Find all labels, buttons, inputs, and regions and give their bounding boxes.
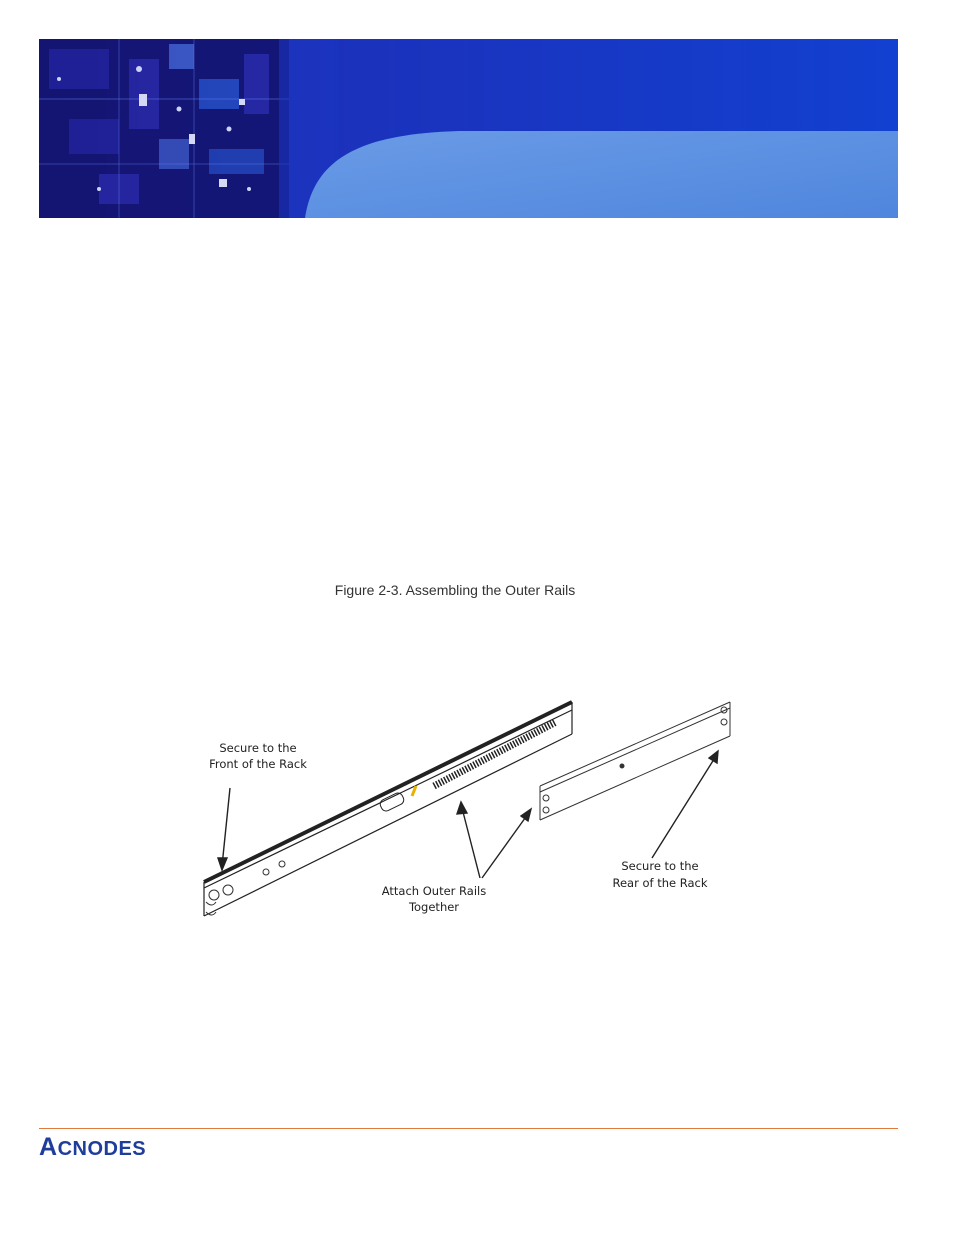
circuit-texture bbox=[39, 39, 289, 218]
logo-text bbox=[39, 1135, 146, 1160]
header-banner bbox=[39, 39, 898, 218]
callout-attach-line2: Together bbox=[408, 900, 460, 914]
rails-illustration bbox=[190, 690, 750, 940]
logo-rest: CNODES bbox=[57, 1138, 147, 1160]
callout-front-line2: Front of the Rack bbox=[209, 757, 307, 771]
rail-slots bbox=[379, 722, 556, 813]
callout-front-line1: Secure to the bbox=[219, 741, 297, 755]
outer-rails-diagram bbox=[190, 690, 750, 940]
banner-wave bbox=[305, 131, 898, 218]
rail-screw-holes bbox=[206, 861, 285, 915]
callout-attach-line1: Attach Outer Rails bbox=[381, 884, 487, 898]
logo-initial: A bbox=[39, 1133, 58, 1161]
circuit-board-banner-image bbox=[39, 39, 898, 218]
footer-rule bbox=[39, 1128, 898, 1129]
acnodes-logo bbox=[39, 1133, 147, 1161]
figure-caption: Figure 2-3. Assembling the Outer Rails bbox=[334, 582, 576, 598]
rear-outer-rail bbox=[540, 702, 730, 820]
callout-rear-line1: Secure to the bbox=[621, 859, 699, 873]
callout-rear-line2: Rear of the Rack bbox=[612, 876, 708, 890]
